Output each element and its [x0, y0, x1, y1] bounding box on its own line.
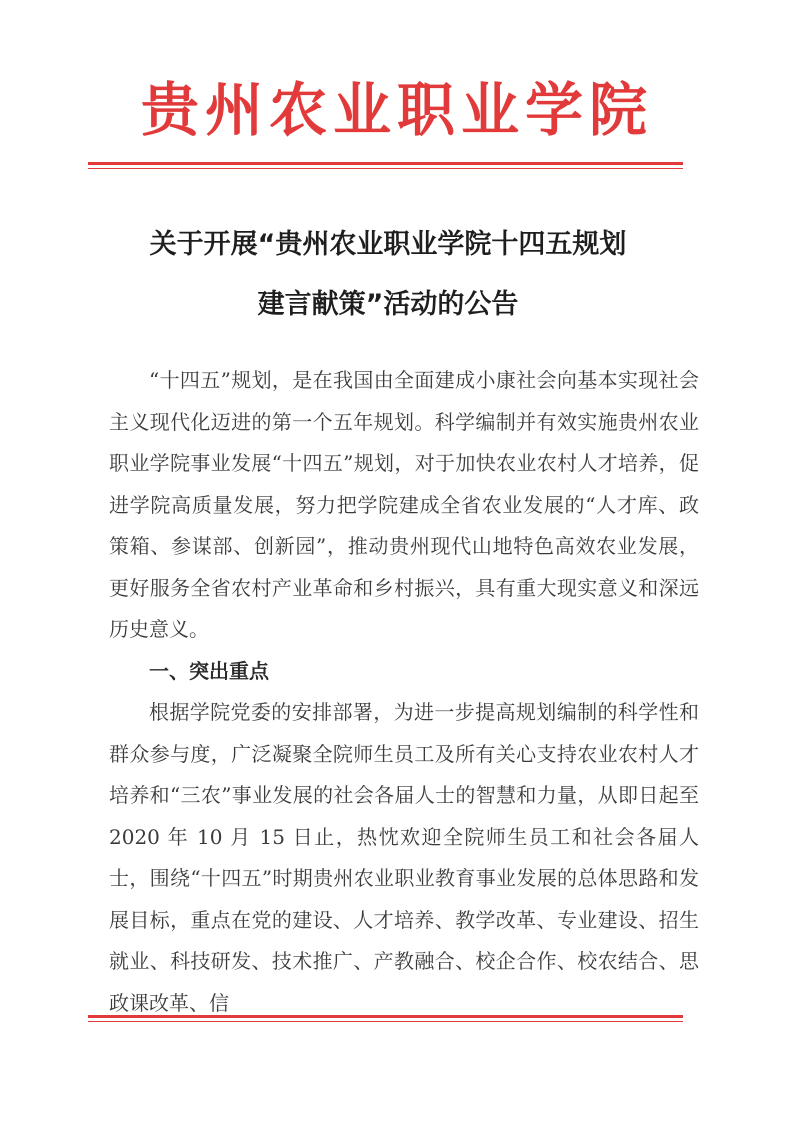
letterhead-rule-thick	[88, 162, 683, 165]
letterhead-org-name: 贵州农业职业学院	[140, 76, 653, 144]
notice-body	[109, 360, 699, 1024]
footer-rule-thin	[88, 1021, 683, 1022]
body-paragraph-2: 根据学院党委的安排部署，为进一步提高规划编制的科学性和群众参与度，广泛凝聚全院师生员工及所有关心支持农业农村人才培养和“三农”事业发展的社会各届人士的智慧和力量，从即日起至 2020 年 10 月 15 日止，热忱欢迎全院师生员工和社会各届人士，围绕“十四五”时期贵州农业职业教育事业发展的总体思路和发展目标，重点在党的建设、人才培养、教学改革、专业建设、招生就业、科技研发、技术推广、产教融合、校企合作、校农结合、思政课改革、信	[109, 700, 699, 1015]
body-paragraph-1: “十四五”规划，是在我国由全面建成小康社会向基本实现社会主义现代化迈进的第一个五年规划。科学编制并有效实施贵州农业职业学院事业发展“十四五”规划，对于加快农业农村人才培养，促进学院高质量发展，努力把学院建成全省农业发展的“人才库、政策箱、参谋部、创新园”，推动贵州现代山地特色高效农业发展，更好服务全省农村产业革命和乡村振兴，具有重大现实意义和深远历史意义。	[109, 368, 699, 641]
section-heading-1: 一、突出重点	[149, 658, 269, 683]
footer-rule-thick	[88, 1015, 683, 1018]
letterhead-rule-thin	[88, 168, 683, 169]
notice-title-line1: 关于开展“贵州农业职业学院十四五规划	[149, 229, 627, 260]
notice-title-line2: 建言献策”活动的公告	[257, 289, 519, 320]
